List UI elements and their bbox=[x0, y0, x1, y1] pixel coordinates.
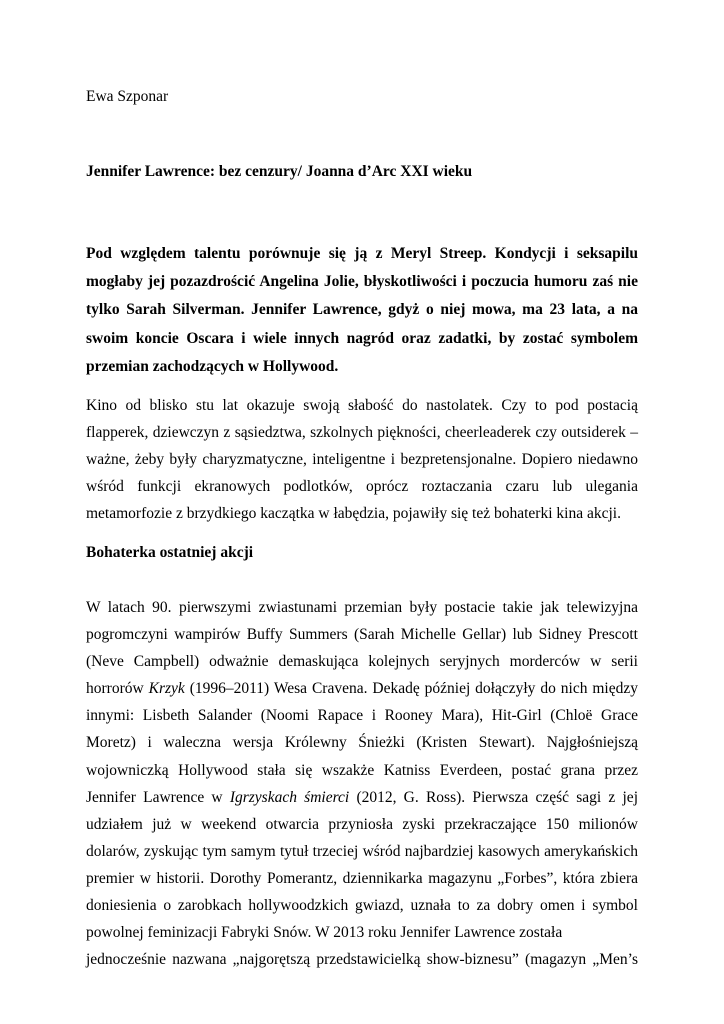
section-heading: Bohaterka ostatniej akcji bbox=[86, 544, 254, 561]
article-title: Jennifer Lawrence: bez cenzury/ Joanna d’Arc XXI wieku bbox=[86, 163, 473, 180]
paragraph-last-line: jednocześnie nazwana „najgorętszą przedstawicielką show-biznesu” (magazyn „Men’s bbox=[86, 951, 638, 969]
body-paragraph-2 bbox=[86, 594, 638, 973]
author-name: Ewa Szponar bbox=[86, 88, 169, 105]
paragraph-text: (1996–2011) Wesa Cravena. Dekadę później dołączyły do nich między innymi: Lisbeth Salander (Noomi Rapace i Rooney Mara), Hit-Girl (Chloë Grace Moretz) i waleczna wersja Królewny Śnieżki (Kristen Stewart). Najgłośniejszą wojowniczką Hollywood stała się wszakże Katniss Everdeen, postać grana przez Jennifer Lawrence w bbox=[86, 680, 638, 806]
paragraph-text: W latach 90. pierwszymi zwiastunami przemian były postacie takie jak telewizyjna pogromczyni wampirów Buffy Summers (Sarah Michelle Gellar) lub Sidney Prescott (Neve Campbell) odważnie demaskująca kolejnych seryjnych morderców w serii horrorów bbox=[86, 599, 638, 698]
film-title-italic: Krzyk bbox=[148, 680, 185, 698]
body-paragraph-1: Kino od blisko stu lat okazuje swoją słabość do nastolatek. Czy to pod postacią flapperek, dziewczyn z sąsiedztwa, szkolnych piękności, cheerleaderek czy outsiderek – ważne, żeby były charyzmatyczne, inteligentne i bezpretensjonalne. Dopiero niedawno wśród funkcji ekranowych podlotków, oprócz roztaczania czaru lub ulegania metamorfozie z brzydkiego kaczątka w łabędzia, pojawiły się też bohaterki kina akcji. bbox=[86, 397, 638, 522]
film-title-italic: Igrzyskach śmierci bbox=[229, 788, 350, 806]
lead-paragraph: Pod względem talentu porównuje się ją z Meryl Streep. Kondycji i seksapilu mogłaby jej pozazdrościć Angelina Jolie, błyskotliwości i poczucia humoru zaś nie tylko Sarah Silverman. Jennifer Lawrence, gdyż o niej mowa, ma 23 lata, a na swoim koncie Oscara i wiele innych nagród oraz zadatki, by zostać symbolem przemian zachodzących w Hollywood. bbox=[86, 245, 638, 375]
paragraph-text: (2012, G. Ross). Pierwsza część sagi z jej udziałem już w weekend otwarcia przyniosła zyski przekraczające 150 milionów dolarów, zyskując tym samym tytuł trzeciej wśród najbardziej kasowych amerykańskich premier w historii. Dorothy Pomerantz, dziennikarka magazynu „Forbes”, która zbiera doniesienia o zarobkach hollywoodzkich gwiazd, uznała to za dobry omen i symbol powolnej feminizacji Fabryki Snów. W 2013 roku Jennifer Lawrence została bbox=[86, 788, 638, 942]
